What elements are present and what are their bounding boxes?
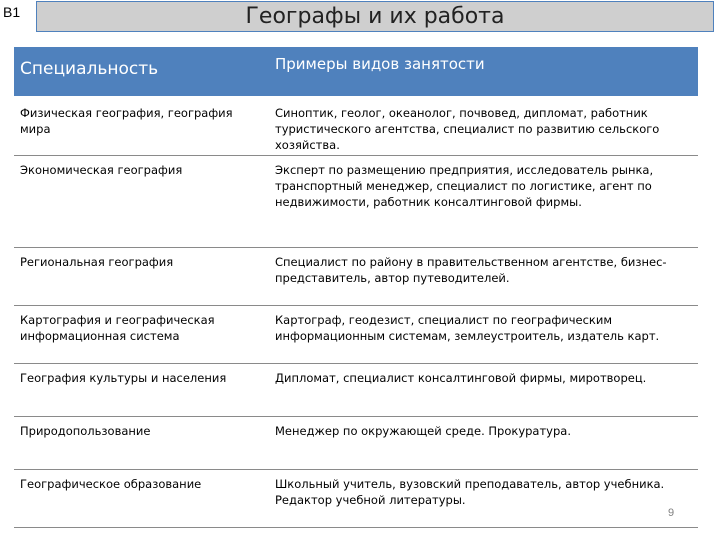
table-row	[14, 155, 698, 247]
table-row	[14, 305, 698, 363]
table-row	[14, 97, 698, 155]
specialty-cell: Картография и географическая информационная система	[14, 305, 269, 363]
header-employment-examples: Примеры видов занятости	[269, 47, 698, 97]
table-header-row	[14, 47, 698, 97]
specialty-cell: Географическое образование	[14, 469, 269, 527]
title-bar	[36, 1, 714, 32]
specialty-cell: Физическая география, география мира	[14, 97, 269, 155]
specialty-cell: География культуры и населения	[14, 363, 269, 416]
table-row	[14, 363, 698, 416]
table-row	[14, 416, 698, 469]
specialty-cell: Региональная география	[14, 247, 269, 305]
specialty-cell: Экономическая география	[14, 155, 269, 247]
table-row	[14, 247, 698, 305]
employment-cell: Эксперт по размещению предприятия, исследователь рынка, транспортный менеджер, специалист по логистике, агент по недвижимости, работник консалтинговой фирмы.	[269, 155, 698, 247]
slide-badge: B1	[3, 4, 21, 20]
employment-cell: Синоптик, геолог, океанолог, почвовед, дипломат, работник туристического агентства, специалист по развитию сельского хозяйства.	[269, 97, 698, 155]
specialty-cell: Природопользование	[14, 416, 269, 469]
employment-cell: Школьный учитель, вузовский преподаватель, автор учебника. Редактор учебной литературы.	[269, 469, 698, 527]
table-row	[14, 469, 698, 527]
employment-cell: Дипломат, специалист консалтинговой фирмы, миротворец.	[269, 363, 698, 416]
employment-cell: Менеджер по окружающей среде. Прокуратура.	[269, 416, 698, 469]
slide-title: Географы и их работа	[245, 4, 505, 29]
header-specialty: Специальность	[14, 47, 269, 97]
page-number: 9	[668, 507, 675, 519]
employment-cell: Специалист по району в правительственном агентстве, бизнес-представитель, автор путеводителей.	[269, 247, 698, 305]
employment-cell: Картограф, геодезист, специалист по географическим информационным системам, землеустроитель, издатель карт.	[269, 305, 698, 363]
occupations-table	[14, 47, 698, 528]
